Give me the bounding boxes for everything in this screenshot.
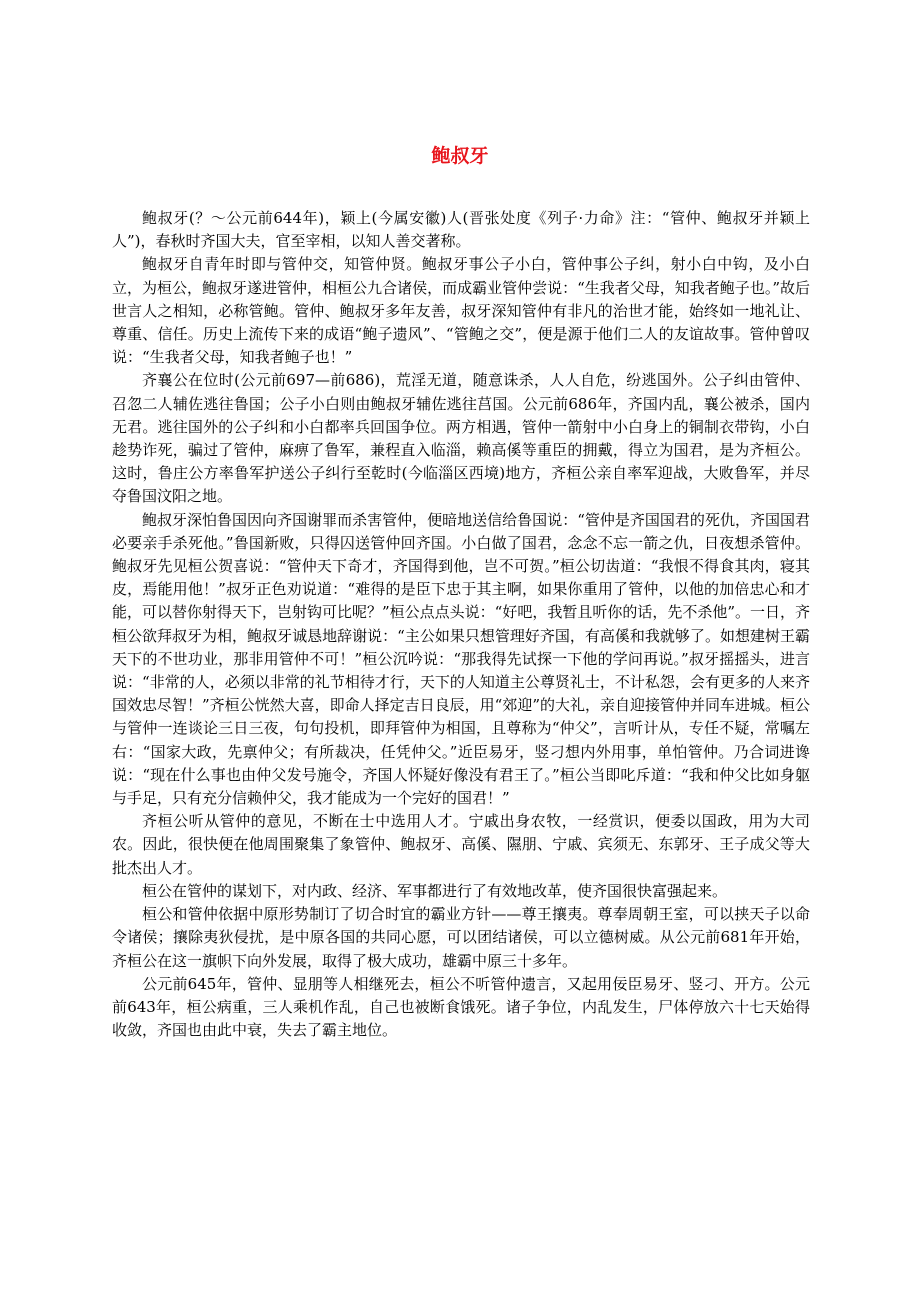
paragraph: 鲍叔牙自青年时即与管仲交，知管仲贤。鲍叔牙事公子小白，管仲事公子纠，射小白中钩，及小白立，为桓公，鲍叔牙遂进管仲，相桓公九合诸侯，而成霸业管仲尝说：“生我者父母，知我者鲍子也。”故后世言人之相知，必称管鲍。管仲、鲍叔牙多年友善，叔牙深知管仲有非凡的治世才能，始终如一地礼让、尊重、信任。历史上流传下来的成语“鲍子遗风”、“管鲍之交”，便是源于他们二人的友谊故事。管仲曾叹说：“生我者父母，知我者鲍子也！” — [112, 255, 810, 367]
paragraph: 齐襄公在位时(公元前697—前686)，荒淫无道，随意诛杀，人人自危，纷逃国外。公子纠由管仲、召忽二人辅佐逃往鲁国；公子小白则由鲍叔牙辅佐逃往莒国。公元前686年，齐国内乱，襄公被杀，国内无君。逃往国外的公子纠和小白都率兵回国争位。两方相遇，管仲一箭射中小白身上的铜制衣带钩，小白趁势诈死，骗过了管仲，麻痹了鲁军，兼程直入临淄，赖高傒等重臣的拥戴，得立为国君，是为齐桓公。这时，鲁庄公方率鲁军护送公子纠行至乾时(今临淄区西境)地方，齐桓公亲自率军迎战，大败鲁军，并尽夺鲁国汶阳之地。 — [112, 371, 810, 506]
document-body — [112, 207, 810, 1042]
paragraph: 鲍叔牙深怕鲁国因向齐国谢罪而杀害管仲，便暗地送信给鲁国说：“管仲是齐国国君的死仇，齐国国君必要亲手杀死他。”鲁国新败，只得囚送管仲回齐国。小白做了国君，念念不忘一箭之仇，日夜想杀管仲。鲍叔牙先见桓公贺喜说：“管仲天下奇才，齐国得到他，岂不可贺。”桓公切齿道：“我恨不得食其肉，寝其皮，焉能用他！”叔牙正色劝说道：“难得的是臣下忠于其主啊，如果你重用了管仲，以他的加倍忠心和才能，可以替你射得天下，岂射钩可比呢？”桓公点点头说：“好吧，我暂且听你的话，先不杀他”。一日，齐桓公欲拜叔牙为相，鲍叔牙诚恳地辞谢说：“主公如果只想管理好齐国，有高傒和我就够了。如想建树王霸天下的不世功业，那非用管仲不可！”桓公沉吟说：“那我得先试探一下他的学问再说。”叔牙摇摇头，进言说：“非常的人，必须以非常的礼节相待才行，天下的人知道主公尊贤礼士，不计私怨，会有更多的人来齐国效忠尽智！”齐桓公恍然大喜，即命人择定吉日良辰，用“郊迎”的大礼，亲自迎接管仲并同车进城。桓公与管仲一连谈论三日三夜，句句投机，即拜管仲为相国，且尊称为“仲父”，言听计从，专任不疑，常嘱左右：“国家大政，先禀仲父；有所裁决，任凭仲父。”近臣易牙，竖刁想内外用事，单怕管仲。乃合词进谗说：“现在什么事也由仲父发号施令，齐国人怀疑好像没有君王了。”桓公当即叱斥道：“我和仲父比如身躯与手足，只有充分信赖仲父，我才能成为一个完好的国君！” — [112, 510, 811, 808]
document-title: 鲍叔牙 — [431, 145, 489, 167]
paragraph: 桓公和管仲依据中原形势制订了切合时宜的霸业方针——尊王攘夷。尊奉周朝王室，可以挟天子以命令诸侯；攘除夷狄侵扰，是中原各国的共同心愿，可以团结诸侯，可以立德树威。从公元前681年开始，齐桓公在这一旗帜下向外发展，取得了极大成功，雄霸中原三十多年。 — [112, 905, 810, 970]
paragraph: 桓公在管仲的谋划下，对内政、经济、军事都进行了有效地改革，使齐国很快富强起来。 — [142, 881, 728, 900]
paragraph: 鲍叔牙(？～公元前644年)，颖上(今属安徽)人(晋张处度《列子·力命》注：“管仲、鲍叔牙并颖上人”)，春秋时齐国大夫，官至宰相，以知人善交著称。 — [112, 209, 810, 251]
paragraph: 公元前645年，管仲、显朋等人相继死去，桓公不听管仲遗言，又起用佞臣易牙、竖刁、开方。公元前643年，桓公病重，三人乘机作乱，自己也被断食饿死。诸子争位，内乱发生，尸体停放六十七天始得收敛，齐国也由此中衰，失去了霸主地位。 — [112, 974, 810, 1040]
paragraph: 齐桓公听从管仲的意见，不断在士中选用人才。宁戚出身农牧，一经赏识，便委以国政，用为大司农。因此，很快便在他周围聚集了象管仲、鲍叔牙、高傒、隰朋、宁戚、宾须无、东郭牙、王子成父等大批杰出人才。 — [112, 812, 810, 877]
